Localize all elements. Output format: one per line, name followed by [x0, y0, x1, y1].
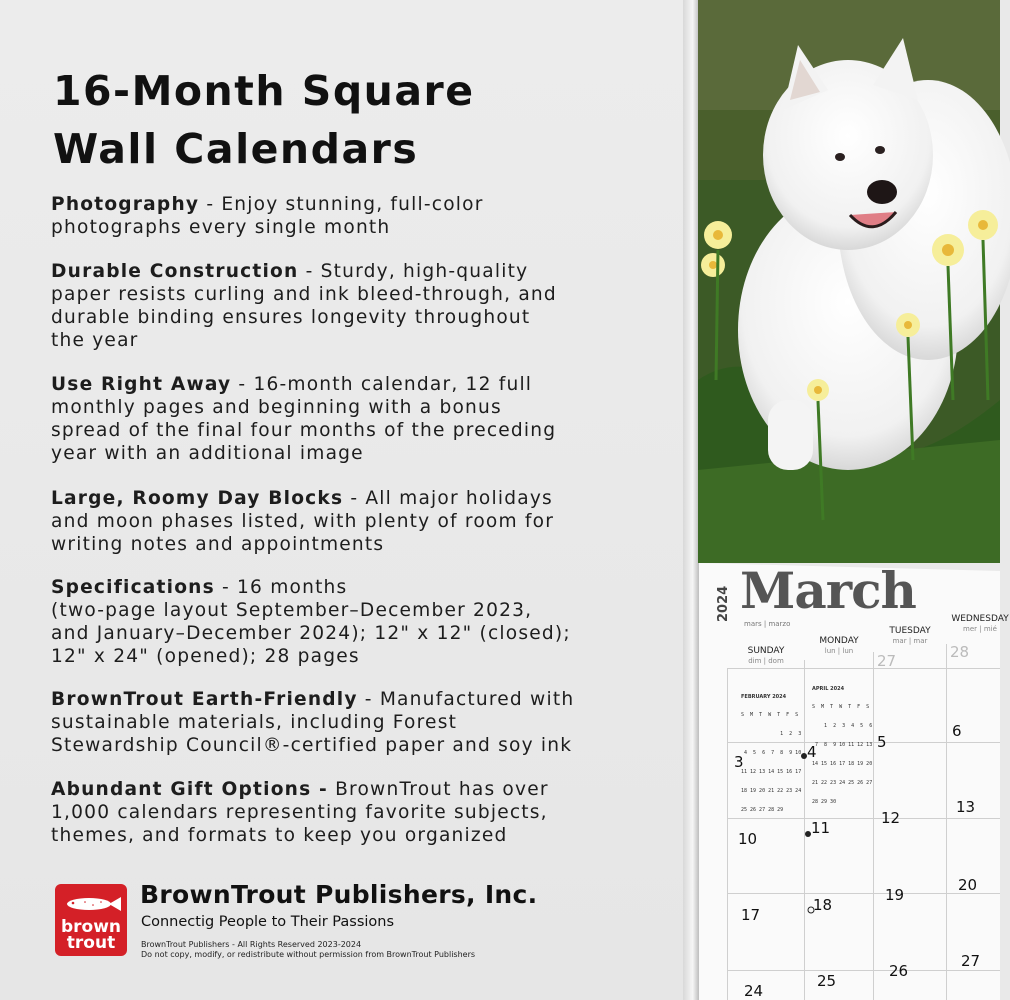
day-name: SUNDAY [747, 646, 785, 656]
day-number: 26 [889, 962, 909, 980]
day-number: 13 [956, 798, 976, 816]
feature-line: paper resists curling and ink bleed-through, and [51, 284, 557, 305]
mini-title: APRIL 2024 [812, 685, 845, 692]
feature-line: year with an additional image [51, 443, 364, 464]
day-sub: dim | dom [748, 657, 784, 665]
feature-heading: Specifications [51, 577, 215, 598]
rights-line: BrownTrout Publishers - All Rights Reserved 2023-2024 [141, 940, 362, 949]
moon-phase-icon [807, 906, 815, 914]
day-number: 25 [817, 972, 837, 990]
mini-calendar-february [741, 681, 801, 820]
publisher-tagline: Connectig People to Their Passions [141, 914, 395, 930]
feature-heading: Large, Roomy Day Blocks [51, 488, 344, 509]
feature-line: and moon phases listed, with plenty of room for [51, 511, 555, 532]
day-number: 27 [961, 952, 981, 970]
feature-gift-options [51, 778, 651, 847]
feature-line: monthly pages and beginning with a bonus [51, 397, 502, 418]
feature-line: - 16 months [214, 577, 348, 598]
feature-line: themes, and formats to keep you organized [51, 825, 508, 846]
feature-heading: BrownTrout Earth-Friendly [51, 689, 358, 710]
feature-day-blocks [51, 487, 651, 556]
day-name: TUESDAY [889, 626, 931, 636]
day-number: 4 [807, 743, 817, 761]
mini-row: 25 26 27 28 29 [741, 806, 784, 813]
title-line-1: 16-Month Square [53, 67, 475, 115]
day-number: 18 [813, 896, 833, 914]
trout-fish-icon [55, 889, 127, 919]
grid-line [727, 970, 1000, 971]
feature-line: spread of the final four months of the preceding [51, 420, 557, 441]
mini-head: S M T W T F S [812, 704, 870, 711]
feature-line: writing notes and appointments [51, 534, 385, 555]
day-number: 11 [811, 819, 831, 837]
mini-row: 7 8 9 10 11 12 13 [812, 742, 873, 749]
rights-line: Do not copy, modify, or redistribute without permission from BrownTrout Publishers [141, 950, 476, 959]
grid-line [727, 668, 1000, 669]
mini-row: 4 5 6 7 8 9 10 [741, 750, 802, 757]
dog-photo [698, 0, 1000, 563]
samoyed-dog-image [698, 0, 1000, 563]
day-header-wednesday [950, 614, 1010, 633]
feature-photography [51, 193, 651, 239]
day-number: 27 [877, 652, 897, 670]
day-name: MONDAY [819, 636, 859, 646]
title-line-2: Wall Calendars [53, 125, 419, 173]
feature-line: the year [51, 330, 139, 351]
moon-phase-icon [800, 752, 808, 760]
feature-heading: Use Right Away [51, 374, 232, 395]
feature-use-right-away [51, 373, 651, 465]
feature-line: BrownTrout has over [327, 779, 549, 800]
day-header-monday [805, 636, 873, 655]
day-header-tuesday [874, 626, 946, 645]
day-number: 5 [877, 733, 887, 751]
day-sub: mer | mié [963, 625, 997, 633]
logo-text-brown: brown [60, 917, 122, 937]
mini-row: 18 19 20 21 22 23 24 [741, 788, 802, 795]
day-number: 17 [741, 906, 761, 924]
day-number: 10 [738, 830, 758, 848]
feature-line: - Sturdy, high-quality [298, 261, 529, 282]
grid-line [946, 644, 947, 1000]
day-number: 20 [958, 876, 978, 894]
mini-row: 11 12 13 14 15 16 17 [741, 769, 802, 776]
feature-line: - Manufactured with [357, 689, 575, 710]
feature-line: and January–December 2024); 12" x 12" (closed); [51, 623, 571, 644]
feature-heading: Photography [51, 194, 200, 215]
feature-specifications [51, 576, 651, 668]
feature-line: - 16-month calendar, 12 full [231, 374, 533, 395]
feature-durable [51, 260, 651, 352]
feature-heading: Durable Construction [51, 261, 299, 282]
feature-heading: Abundant Gift Options - [51, 779, 328, 800]
mini-row: 28 29 30 [812, 798, 837, 805]
day-sub: lun | lun [824, 647, 854, 655]
mini-calendar-april [812, 673, 872, 812]
mini-row: 14 15 16 17 18 19 20 [812, 761, 873, 768]
day-number: 19 [885, 886, 905, 904]
day-name: WEDNESDAY [951, 614, 1009, 624]
day-header-sunday [728, 646, 804, 665]
day-sub: mar | mar [892, 637, 928, 645]
logo-text-trout: trout [66, 933, 116, 953]
day-number: 28 [950, 643, 970, 661]
grid-line [727, 668, 728, 1000]
publisher-name: BrownTrout Publishers, Inc. [140, 880, 538, 909]
feature-line: 1,000 calendars representing favorite subjects, [51, 802, 548, 823]
page-title [53, 62, 653, 178]
mini-row: 1 2 3 [741, 731, 802, 738]
feature-line: 12" x 24" (opened); 28 pages [51, 646, 360, 667]
calendar-month: March [740, 561, 916, 620]
mini-row: 1 2 3 4 5 6 [812, 723, 873, 730]
feature-earth-friendly [51, 688, 651, 757]
feature-line: - All major holidays [343, 488, 553, 509]
page-curl [683, 0, 699, 1000]
day-number: 24 [744, 982, 764, 1000]
browntrout-logo [55, 884, 127, 956]
feature-line: sustainable materials, including Forest [51, 712, 458, 733]
feature-line: durable binding ensures longevity throughout [51, 307, 531, 328]
feature-line: Stewardship Council®-certified paper and soy ink [51, 735, 573, 756]
feature-line: - Enjoy stunning, full-color [199, 194, 484, 215]
mini-row: 21 22 23 24 25 26 27 [812, 780, 873, 787]
calendar-month-sub: mars | marzo [744, 620, 791, 628]
day-number: 6 [952, 722, 962, 740]
feature-line: photographs every single month [51, 217, 391, 238]
mini-head: S M T W T F S [741, 712, 799, 719]
feature-line: (two-page layout September–December 2023, [51, 600, 533, 621]
calendar-year: 2024 [716, 585, 731, 622]
moon-phase-icon [804, 830, 812, 838]
day-number: 3 [734, 753, 744, 771]
grid-line [873, 652, 874, 1000]
day-number: 12 [881, 809, 901, 827]
mini-title: FEBRUARY 2024 [741, 693, 787, 700]
